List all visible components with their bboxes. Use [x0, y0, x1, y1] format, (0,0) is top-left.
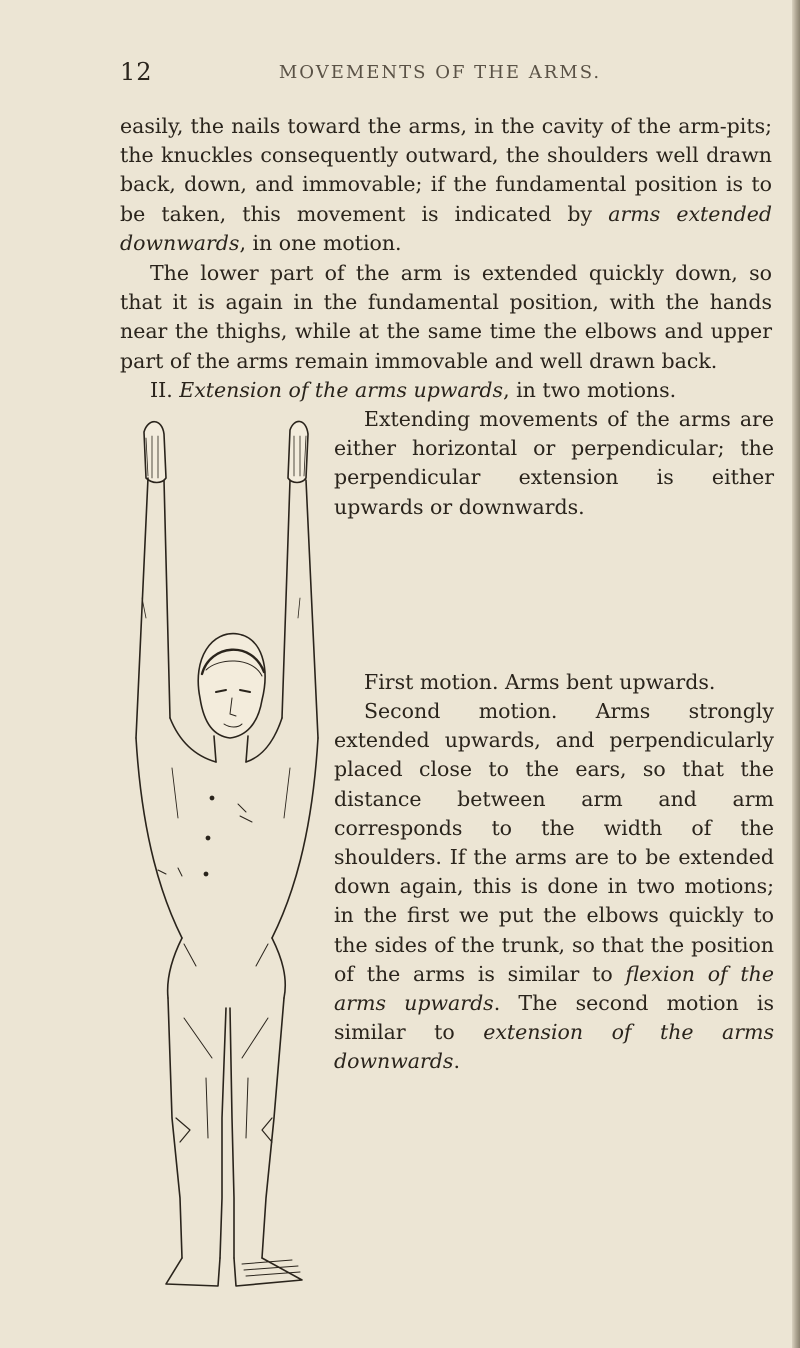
- column-emphasis-2: extension of the arms downwards: [334, 1020, 775, 1074]
- paragraph-1-text-a: easily, the nails toward the arms, in the cavity of the arm-pits; the knuckles consequently outward, the shoulders well drawn back, down, and immovable; if the fundamental position is to be taken, this movement is indicated by: [120, 114, 772, 226]
- section-2-title: Extension of the arms upwards: [179, 378, 504, 402]
- column-paragraph-3-b: . The second motion is similar to: [334, 991, 774, 1045]
- section-2-heading: [120, 376, 772, 405]
- paragraph-1-text-b: , in one motion.: [239, 230, 402, 255]
- paragraph-1: [120, 112, 772, 258]
- paragraph-1-emphasis: arms extended downwards: [120, 201, 773, 255]
- figure-illustration: [122, 418, 322, 1298]
- column-paragraph-3-c: .: [453, 1049, 460, 1074]
- column-emphasis-1: flexion of the arms upwards: [334, 961, 774, 1016]
- column-paragraph-3: [334, 697, 774, 1077]
- page-edge: [792, 0, 800, 1348]
- column-paragraph-1: Extending movements of the arms are either horizontal or perpendicular; the perpendicular extension is either upwards or downwards.: [334, 407, 774, 519]
- running-title: MOVEMENTS OF THE ARMS.: [278, 62, 602, 83]
- paragraph-2: The lower part of the arm is extended quickly down, so that it is again in the fundamental position, with the hands near the thighs, while at the same time the elbows and upper part of the arms remain immovable and well drawn back.: [120, 261, 772, 373]
- section-2-rest: , in two motions.: [503, 378, 677, 402]
- column-paragraph-2: First motion. Arms bent upwards.: [364, 670, 716, 694]
- page-number: 12: [120, 58, 153, 86]
- page-header: [120, 58, 760, 88]
- section-2-numeral: II.: [150, 378, 173, 402]
- column-paragraph-3-a: Second motion. Arms strongly extended upwards, and perpendicularly placed close to the ears, so that the distance between arm and arm corresponds to the width of the shoulders. If the arms are to be extended down again, this is done in two motions; in the first we put the elbows quickly to the sides of the trunk, so that the position of the arms is similar to: [334, 699, 774, 986]
- standing-figure-arms-raised-illustration: [122, 418, 322, 1298]
